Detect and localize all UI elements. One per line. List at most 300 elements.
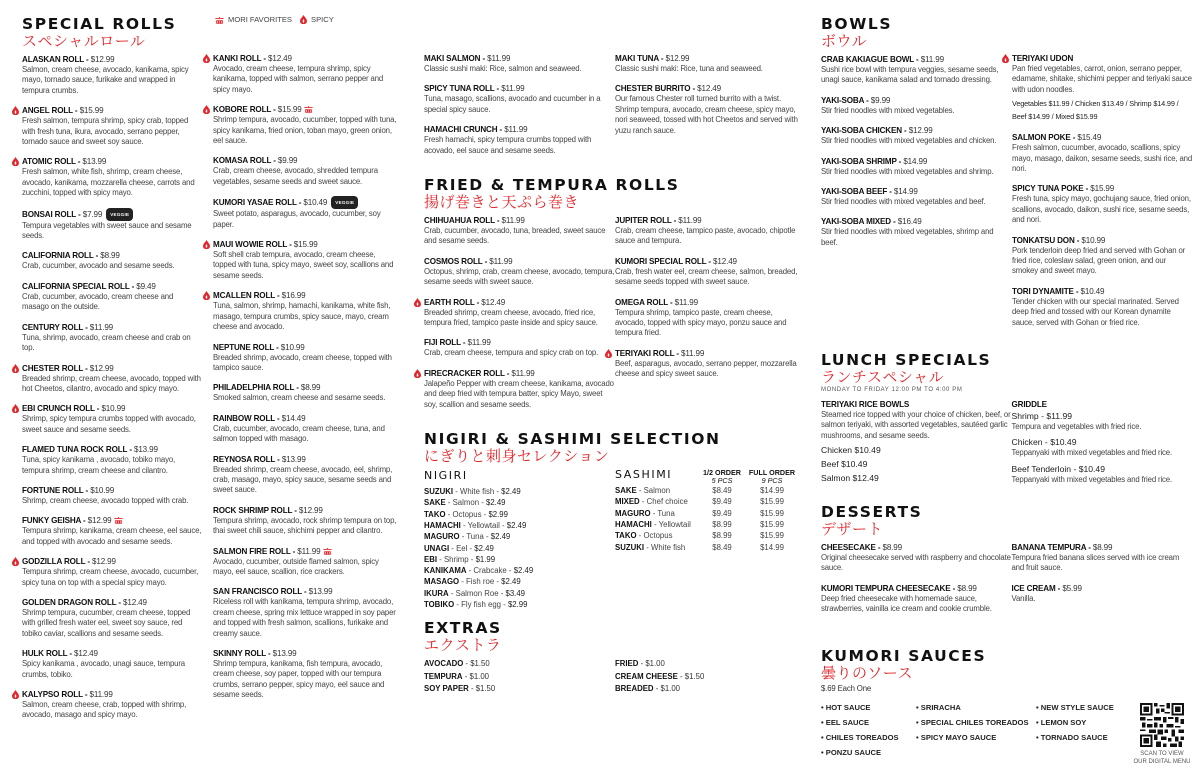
menu-item-ice-cream (1011, 583, 1191, 604)
item-name: CENTURY ROLL - $11.99 (22, 322, 114, 332)
spicy-icon (203, 291, 210, 300)
menu-item-golden-dragon-roll (22, 597, 202, 639)
item-desc: Our famous Chester roll turned burrito with a twist. Shrimp tempura, avocado, cream cheese, spicy mayo, nori seaweed, tossed with hot Cheetos and served with yuzu ranch sauce. (615, 94, 798, 135)
sauce-item: • EEL SAUCE (821, 718, 870, 728)
section-title-jp: にぎりと刺身セレクション (424, 448, 610, 466)
section-title-jp: 曇りのソース (821, 665, 913, 682)
item-price: $11.99 (678, 216, 702, 226)
item-desc: Classic sushi maki: Rice, salmon and seaweed. (424, 64, 582, 73)
nigiri-item-unagi: UNAGI - Eel - $2.49 (424, 543, 494, 553)
item-name: KUMORI TEMPURA CHEESECAKE - $8.99 (821, 583, 977, 593)
qr-caption: SCAN TO VIEW OUR DIGITAL MENU (1133, 751, 1191, 765)
veggie-badge: VEGGIE (331, 196, 358, 209)
section-title-jp: デザート (821, 521, 884, 538)
menu-item-kumori-yasae-roll (213, 196, 398, 230)
item-desc: Original cheesecake served with raspberry and chocolate sauce. (821, 553, 1011, 573)
item-name: SAN FRANCISCO ROLL - $13.99 (213, 587, 333, 597)
item-desc: Shrimp tempura, kanikama, fish tempura, avocado, cream cheese, soy paper, topped with our tempura crumbs, serrano pepper, spicy mayo, eel sauce and sesame seeds. (213, 659, 385, 700)
menu-item-hulk-roll (22, 648, 202, 680)
sauce-item: • HOT SAUCE (821, 703, 871, 713)
menu-item-yaki-soba (821, 95, 1001, 116)
item-price: $8.99 (882, 543, 902, 552)
spicy-icon (12, 557, 19, 566)
spicy-icon (12, 106, 19, 115)
menu-item-banana-tempura (1011, 542, 1191, 574)
menu-item-skinny-roll (213, 648, 398, 701)
item-price: $9.99 (870, 95, 891, 105)
item-desc: Breaded shrimp, cream cheese, avocado, fried rice, tempura fried, tampico paste inside and spicy sauce. (424, 307, 598, 328)
item-name: CALIFORNIA ROLL - $8.99 (22, 251, 120, 261)
item-name: FUNKY GEISHA - $12.99 (22, 515, 202, 526)
item-desc: Breaded shrimp, avocado, cream cheese, topped with tampico sauce. (213, 352, 392, 372)
item-desc: Crab, cucumber, avocado and sesame seeds. (22, 261, 175, 271)
menu-item-neptune-roll (213, 342, 398, 374)
item-price: $12.99 (298, 505, 323, 515)
sauces-section (821, 648, 1131, 760)
spicy-icon (300, 15, 307, 24)
item-desc: Sushi rice bowl with tempura veggies, sesame seeds, unagi sauce, kanikama salad and tornado dressing. (821, 65, 999, 85)
item-desc: Crab, fresh water eel, cream cheese, salmon, breaded, sesame seeds topped with sweet sauce. (615, 266, 798, 287)
spicy-icon (203, 240, 210, 249)
spicy-icon (414, 298, 421, 307)
section-title-lunch: LUNCH SPECIALS (821, 351, 992, 369)
item-price: $11.99 (680, 348, 705, 358)
menu-item-bonsai-roll (22, 208, 202, 242)
spicy-icon (12, 364, 19, 373)
nigiri-item-kanikama: KANIKAMA - Crabcake - $2.49 (424, 566, 534, 576)
item-price: $12.99 (90, 55, 115, 64)
sashimi-row: MIXED - Chef choice $9.49 $15.99 (615, 497, 784, 507)
item-desc: Shrimp, spicy tempura crumbs topped with avocado, sweet sauce and sesame seeds. (22, 414, 196, 434)
item-price: $11.99 (920, 55, 944, 64)
sauce-price-note: $.69 Each One (821, 684, 872, 693)
item-name: TERIYAKI ROLL - $11.99 (615, 348, 705, 358)
item-name: KOMASA ROLL - $9.99 (213, 156, 298, 166)
item-desc: Beef, asparagus, avocado, serrano pepper, mozzarella cheese and spicy sweet sauce. (615, 358, 797, 379)
nigiri-item-maguro: MAGURO - Tuna - $2.49 (424, 532, 511, 542)
menu-item-godzilla-roll (22, 556, 202, 588)
item-name: GOLDEN DRAGON ROLL - $12.49 (22, 597, 147, 607)
item-name: SPICY TUNA ROLL - $11.99 (424, 84, 525, 94)
menu-item-yaki-soba-mixed (821, 216, 1001, 248)
item-desc: Octopus, shrimp, crab, cream cheese, avocado, tempura, sesame seeds with sweet sauce. (424, 266, 615, 287)
item-name: YAKI-SOBA CHICKEN - $12.99 (821, 126, 933, 136)
item-desc: Tempura vegetables with sweet sauce and sesame seeds. (22, 220, 192, 241)
item-desc: Vanilla. (1011, 593, 1036, 603)
item-price: $12.49 (123, 597, 147, 607)
item-price: $7.99 (82, 209, 103, 219)
item-desc: Soft shell crab tempura, avocado, cream cheese, topped with tuna, spicy mayo, sweet soy, scallions and sesame seeds. (213, 250, 394, 280)
legend (213, 15, 334, 24)
item-price: $12.49 (697, 84, 722, 94)
item-price: $8.99 (957, 583, 977, 593)
menu-item-teriyaki-udon (1012, 53, 1192, 123)
item-desc: Stir fried noodles with mixed vegetables, shrimp and beef. (821, 227, 994, 247)
nigiri-title: NIGIRI (424, 469, 468, 483)
lunch-bowl-option: Beef $10.49 (821, 459, 868, 470)
item-name: ROCK SHRIMP ROLL - $12.99 (213, 505, 323, 515)
menu-item-kobore-roll (213, 104, 398, 146)
item-price: $12.99 (665, 54, 690, 63)
item-name: FIJI ROLL - $11.99 (424, 338, 491, 348)
item-price: $9.49 (136, 281, 156, 291)
item-price: $16.49 (897, 217, 922, 227)
item-desc: Tuna, spicy kanikama , avocado, tobiko mayo, tempura shrimp, cream cheese and cilantro. (22, 455, 176, 475)
item-desc: Shrimp tempura, avocado, cucumber, topped with tuna, spicy kanikama, fried onion, toban mayo, green onion, eel sauce. (213, 115, 397, 146)
item-name: CHESTER ROLL - $12.99 (22, 363, 114, 373)
lunch-bowl-option: Chicken $10.49 (821, 445, 881, 456)
item-price: $10.99 (101, 404, 126, 414)
sashimi-table (615, 469, 800, 610)
menu-item-maui-wowie-roll (213, 239, 398, 281)
item-desc: Stir fried noodles with mixed vegetables and chicken. (821, 136, 997, 146)
item-price: $15.99 (293, 240, 318, 250)
item-price: $10.99 (90, 485, 115, 495)
item-name: JUPITER ROLL - $11.99 (615, 216, 702, 226)
nigiri-item-ebi: EBI - Shrimp - $1.99 (424, 554, 496, 564)
menu-item-spicy-tuna-poke (1012, 183, 1192, 225)
item-name: TONKATSU DON - $10.99 (1012, 235, 1106, 245)
item-name: MAKI SALMON - $11.99 (424, 54, 511, 63)
nigiri-item-tobiko: TOBIKO - Fly fish egg - $2.99 (424, 600, 528, 610)
item-name: REYNOSA ROLL - $13.99 (213, 454, 306, 464)
sauce-item: • NEW STYLE SAUCE (1036, 703, 1114, 713)
item-name: PHILADELPHIA ROLL - $8.99 (213, 383, 321, 393)
spicy-icon (12, 690, 19, 699)
item-price: $12.49 (74, 649, 98, 659)
item-price: $13.99 (82, 157, 107, 167)
item-name: CHIHUAHUA ROLL - $11.99 (424, 216, 525, 226)
half-order-header: 1/2 ORDER 5 PCS (703, 468, 741, 486)
sauce-item: • SPECIAL CHILES TOREADOS (916, 718, 1029, 728)
item-name: OMEGA ROLL - $11.99 (615, 297, 698, 307)
item-name: FLAMED TUNA ROCK ROLL - $13.99 (22, 445, 158, 455)
item-name: CRAB KAKIAGUE BOWL - $11.99 (821, 55, 944, 64)
item-price: $12.99 (87, 516, 112, 526)
menu-item-rock-shrimp-roll (213, 505, 398, 537)
nigiri-item-masago: MASAGO - Fish roe - $2.49 (424, 577, 521, 587)
item-name: ALASKAN ROLL - $12.99 (22, 55, 115, 64)
menu-item-jupiter-roll (615, 215, 800, 247)
sauce-item: • TORNADO SAUCE (1036, 733, 1108, 743)
mori-favorite-icon (304, 105, 313, 113)
item-desc: Shrimp, cream cheese, avocado topped with crab. (22, 495, 189, 505)
section-title-jp: 揚げ巻きと天ぷら巻き (424, 194, 580, 212)
item-name: SALMON FIRE ROLL - $11.99 (213, 546, 398, 557)
spicy-icon (1002, 54, 1009, 63)
item-desc: Crab, cucumber, avocado, cream cheese, tuna, and salmon topped with masago. (213, 423, 385, 444)
item-name: FORTUNE ROLL - $10.99 (22, 485, 115, 495)
item-desc: Avocado, cream cheese, tempura shrimp, spicy kanikama, topped with salmon, serrano pepper and spicy mayo. (213, 64, 384, 94)
item-desc: Tuna, shrimp, avocado, cream cheese and crab on top. (22, 332, 191, 353)
menu-item-yaki-soba-shrimp (821, 156, 1001, 177)
extra-item-avocado: AVOCADO - $1.50 (424, 659, 490, 669)
section-title-extras: EXTRAS (424, 619, 502, 638)
nigiri-list (424, 469, 615, 610)
bowls-left (821, 16, 1001, 257)
qr-code-icon[interactable] (1140, 703, 1184, 747)
section-title-desserts: DESSERTS (821, 503, 923, 521)
menu-item-flamed-tuna-rock-roll (22, 444, 202, 476)
item-desc: Deep fried cheesecake with homemade sauce, strawberries, vainilla ice cream and cookie crumble. (821, 593, 992, 614)
item-price: $5.99 (1062, 583, 1082, 593)
section-title-jp: エクストラ (424, 637, 502, 655)
griddle-item-chicken: Chicken - $10.49 Teppanyaki with mixed vegetables and fried rice. (1011, 437, 1173, 458)
item-desc: Fresh salmon, tempura shrimp, spicy crab, topped with fresh tuna, ikura, avocado, serrano pepper, tornado sauce and sweet soy sauce. (22, 116, 189, 147)
item-desc: Salmon, cream cheese, crab, topped with shrimp, avocado, masago and spicy mayo. (22, 700, 187, 720)
lunch-section (821, 352, 1191, 489)
item-name: CHESTER BURRITO - $12.49 (615, 84, 722, 94)
item-price: $11.99 (297, 546, 321, 556)
section-title-sauces: KUMORI SAUCES (821, 647, 987, 665)
item-name: HAMACHI CRUNCH - $11.99 (424, 125, 528, 135)
full-order-header: FULL ORDER 9 PCS (748, 468, 796, 486)
item-price: $11.99 (501, 216, 525, 226)
item-name: YAKI-SOBA - $9.99 (821, 95, 891, 105)
menu-item-maki-tuna (615, 53, 800, 74)
item-price: $12.99 (92, 557, 116, 567)
section-title-jp: スペシャルロール (22, 33, 146, 50)
sauce-item: • SRIRACHA (916, 703, 961, 713)
special-rolls-col2 (213, 53, 398, 710)
item-name: COSMOS ROLL - $11.99 (424, 256, 513, 266)
item-price: $13.99 (281, 454, 306, 464)
item-desc: Tempura shrimp, cream cheese, avocado, cucumber, spicy tuna on top with a special spicy mayo. (22, 567, 199, 587)
item-price: $14.99 (893, 187, 918, 197)
extra-item-breaded: BREADED - $1.00 (615, 683, 681, 693)
menu-item-tori-dynamite (1012, 286, 1192, 328)
item-name: HULK ROLL - $12.49 (22, 649, 98, 659)
teriyaki-rice-bowls: TERIYAKI RICE BOWLS Steamed rice topped with your choice of chicken, beef, or salmon teriyaki, with assorted vegetables, sautéed garlic mushrooms, and sesame seeds. Chicken $10.49 Beef $10.49 Salmon $12.49 (821, 400, 1011, 484)
item-desc: Crab, cucumber, avocado, cream cheese and masago on the outside. (22, 291, 174, 312)
item-name: YAKI-SOBA MIXED - $16.49 (821, 217, 922, 227)
menu-item-fortune-roll (22, 485, 202, 506)
item-price: $15.49 (1077, 133, 1102, 143)
griddle-item-shrimp: Shrimp - $11.99 Tempura and vegetables with fried rice. (1011, 411, 1142, 431)
menu-item-omega-roll (615, 297, 800, 339)
menu-item-fiji-roll (424, 337, 615, 358)
item-price: $8.99 (1092, 543, 1113, 552)
spicy-icon (203, 105, 210, 114)
special-rolls-list (22, 54, 202, 721)
menu-item-earth-roll (424, 297, 615, 329)
item-desc: Tempura shrimp, avocado, rock shrimp tempura on top, thai sweet chili sauce, shichimi pepper and cilantro. (213, 515, 397, 536)
item-desc: Tender chicken with our special marinated. Served deep fried and tossed with our Korean dynamite sauce, served with Gohan or fried rice. (1012, 296, 1179, 327)
menu-item-yaki-soba-chicken (821, 125, 1001, 146)
item-name: MAKI TUNA - $12.99 (615, 54, 690, 63)
item-price: $11.99 (511, 368, 535, 378)
item-name: SKINNY ROLL - $13.99 (213, 649, 297, 658)
item-desc: Smoked salmon, cream cheese and sesame seeds. (213, 393, 386, 403)
item-name: MCALLEN ROLL - $16.99 (213, 291, 306, 301)
menu-item-yaki-soba-beef (821, 186, 1001, 207)
item-price: $8.99 (100, 251, 120, 261)
menu-item-kumori-tempura-cheesecake (821, 583, 1011, 615)
item-desc: Crab, cream cheese, avocado, shredded tempura vegetables, sesame seeds and sweet sauce. (213, 166, 378, 186)
item-desc: Salmon, cream cheese, avocado, kanikama, spicy mayo, tornado sauce, furikake and wrapped in tempura crumbs. (22, 65, 189, 95)
spicy-icon (605, 349, 612, 358)
item-desc: Pork tenderloin deep fried and served with Gohan or fried rice, coleslaw salad, green onion, and our smokey and sweet mayo. (1012, 245, 1186, 276)
item-desc: Sweet potato, asparagus, avocado, cucumber, soy paper. (213, 209, 381, 229)
item-name: RAINBOW ROLL - $14.49 (213, 413, 306, 423)
nigiri-item-hamachi: HAMACHI - Yellowtail - $2.49 (424, 520, 527, 530)
section-title-fried: FRIED & TEMPURA ROLLS (424, 176, 680, 195)
special-rolls-list (213, 53, 398, 701)
item-name: SALMON POKE - $15.49 (1012, 133, 1102, 143)
menu-item-salmon-fire-roll (213, 546, 398, 578)
section-title-bowls: BOWLS (821, 15, 893, 33)
menu-item-kanki-roll (213, 53, 398, 95)
sashimi-row: HAMACHI - Yellowtail $8.99 $15.99 (615, 519, 784, 529)
item-price: $11.99 (489, 256, 513, 266)
item-price: $12.99 (89, 363, 114, 373)
item-desc: Stir fried noodles with mixed vegetables and beef. (821, 197, 986, 207)
item-desc: Pan fried vegetables, carrot, onion, serrano pepper, edamame, shitake, shichimi pepper and teriyaki sauce with udon noodles. (1012, 64, 1192, 94)
middle-column (424, 53, 804, 695)
item-name: TORI DYNAMITE - $10.49 (1012, 286, 1105, 296)
item-desc: Classic sushi maki: Rice, tuna and seaweed. (615, 64, 763, 73)
extra-item-fried: FRIED - $1.00 (615, 659, 665, 669)
menu-item-cheesecake (821, 542, 1011, 574)
sashimi-row: MAGURO - Tuna $9.49 $15.99 (615, 508, 784, 518)
item-price: $11.99 (504, 125, 528, 135)
menu-item-teriyaki-roll (615, 348, 800, 380)
item-desc: Breaded shrimp, cream cheese, avocado, eel, shrimp, crab, masago, mayo, spicy sauce, sesame seeds and sweet sauce. (213, 464, 393, 495)
item-name: SPICY TUNA POKE - $15.99 (1012, 184, 1115, 194)
mori-favorite-icon (215, 16, 224, 24)
item-price: $16.99 (281, 291, 306, 301)
section-title-jp: ランチスペシャル (821, 369, 945, 386)
menu-item-philadelphia-roll (213, 382, 398, 403)
item-price: $11.99 (674, 297, 698, 307)
nigiri-item-tako: TAKO - Octopus - $2.99 (424, 509, 508, 519)
sashimi-row: TAKO - Octopus $8.99 $15.99 (615, 531, 784, 541)
sauce-item: • CHILES TOREADOS (821, 733, 899, 743)
item-name: YAKI-SOBA SHRIMP - $14.99 (821, 156, 928, 166)
mori-favorite-icon (323, 547, 332, 555)
menu-item-crab-kakiague-bowl (821, 54, 1001, 86)
sashimi-row: SUZUKI - White fish $8.49 $14.99 (615, 542, 784, 552)
item-desc: Tempura shrimp, kanikama, cream cheese, eel sauce, and topped with avocado and sesame seeds. (22, 526, 202, 546)
item-name: GODZILLA ROLL - $12.99 (22, 557, 116, 567)
menu-item-hamachi-crunch (424, 124, 615, 156)
extras-section (424, 620, 804, 695)
section-title-nigiri-sashimi: NIGIRI & SASHIMI SELECTION (424, 430, 721, 449)
item-price: $10.99 (280, 342, 305, 352)
nigiri-sashimi-section (424, 431, 804, 610)
item-price: $15.99 (277, 105, 302, 115)
nigiri-item-sake: SAKE - Salmon - $2.49 (424, 498, 506, 508)
menu-item-kumori-special-roll (615, 256, 800, 288)
menu-item-angel-roll (22, 105, 202, 147)
item-price: $12.49 (481, 297, 506, 307)
desserts-section (821, 504, 1191, 624)
menu-item-chester-burrito (615, 83, 800, 136)
menu-item-chester-roll (22, 363, 202, 395)
nigiri-item-ikura: IKURA - Salmon Roe - $3.49 (424, 588, 525, 598)
lunch-bowl-option: Salmon $12.49 (821, 473, 879, 484)
item-name: ICE CREAM - $5.99 (1011, 583, 1082, 593)
item-desc: Spicy kanikama , avocado, unagi sauce, tempura crumbs, tobiko. (22, 659, 185, 679)
menu-item-cosmos-roll (424, 256, 615, 288)
item-desc: Tuna, masago, scallions, avocado and cucumber in a special spicy sauce. (424, 94, 601, 114)
item-desc: Crab, cream cheese, tempura and spicy crab on top. (424, 348, 599, 358)
extra-item-tempura: TEMPURA - $1.00 (424, 671, 490, 681)
item-price: $12.49 (713, 256, 737, 266)
bowls-right (1012, 53, 1192, 337)
item-desc: Crab, cucumber, avocado, tuna, breaded, sweet sauce and sesame seeds. (424, 226, 606, 246)
item-desc: Fresh tuna, spicy mayo, gochujang sauce, fried onion, scallions, avocado, daikon, sushi rice, sesame seeds, and nori. (1012, 194, 1191, 225)
item-price: $15.99 (1090, 184, 1115, 194)
item-name: EARTH ROLL - $12.49 (424, 297, 506, 307)
item-name: ANGEL ROLL - $15.99 (22, 106, 104, 116)
item-price: $12.49 (268, 54, 292, 63)
item-name: CHEESECAKE - $8.99 (821, 543, 902, 552)
menu-item-maki-salmon (424, 53, 615, 74)
veggie-badge: VEGGIE (106, 208, 133, 221)
spicy-icon (203, 54, 210, 63)
mori-favorite-icon (114, 516, 123, 524)
nigiri-item-suzuki: SUZUKI - White fish - $2.49 (424, 487, 521, 497)
item-price: $13.99 (308, 587, 333, 597)
menu-item-chihuahua-roll (424, 215, 615, 247)
menu-item-atomic-roll (22, 156, 202, 198)
menu-item-reynosa-roll (213, 454, 398, 496)
section-title-special-rolls: SPECIAL ROLLS (22, 15, 177, 33)
griddle: GRIDDLE Shrimp - $11.99 Tempura and vegetables with fried rice. Chicken - $10.49 Teppanyaki with mixed vegetables and fried rice. Beef Tenderloin - $10.49 Teppanyaki with mixed vegetables and fried rice. (1011, 399, 1191, 489)
section-title-jp: ボウル (821, 33, 868, 50)
menu-item-ebi-crunch-roll (22, 403, 202, 435)
spicy-legend-label: SPICY (311, 15, 334, 24)
item-desc: Fresh salmon, cucumber, avocado, scallions, spicy mayo, masago, daikon, sesame seeds, sushi rice, and nori. (1012, 143, 1193, 174)
sashimi-row: SAKE - Salmon $8.49 $14.99 (615, 486, 784, 496)
menu-item-salmon-poke (1012, 132, 1192, 174)
item-price: $11.99 (89, 322, 114, 332)
maki-rolls (424, 53, 804, 165)
extra-item-cream-cheese: CREAM CHEESE - $1.50 (615, 671, 705, 681)
item-price: $10.49 (1080, 286, 1105, 296)
item-desc: Avocado, cucumber, outside flamed salmon, spicy mayo, eel sauce, scallion, rice crackers. (213, 556, 379, 576)
item-desc: Stir fried noodles with mixed vegetables. (821, 105, 955, 115)
item-desc: Tempura shrimp, tampico paste, cream cheese, avocado, topped with spicy mayo, ponzu sauce and tempura fried. (615, 307, 787, 338)
item-desc: Tempura fried banana slices served with ice cream and fruit sauce. (1011, 553, 1180, 573)
item-price: $13.99 (133, 445, 158, 455)
menu-item-tonkatsu-don (1012, 235, 1192, 277)
item-name: FIRECRACKER ROLL - $11.99 (424, 368, 535, 378)
menu-item-rainbow-roll (213, 413, 398, 445)
griddle-item-beef-tenderloin: Beef Tenderloin - $10.49 Teppanyaki with mixed vegetables and fried rice. (1011, 463, 1173, 484)
menu-item-san-francisco-roll (213, 586, 398, 639)
menu-item-california-roll (22, 250, 202, 271)
item-name: BANANA TEMPURA - $8.99 (1011, 543, 1113, 552)
item-name: TERIYAKI UDON (1012, 54, 1074, 63)
item-name: KALYPSO ROLL - $11.99 (22, 690, 113, 699)
sashimi-title: SASHIMI (615, 468, 673, 482)
menu-item-kalypso-roll (22, 689, 202, 721)
item-name: BONSAI ROLL - $7.99 VEGGIE (22, 208, 202, 221)
item-desc: Stir fried noodles with mixed vegetables and shrimp. (821, 166, 994, 176)
item-price: $11.99 (89, 690, 113, 699)
menu-item-spicy-tuna-roll (424, 83, 615, 115)
item-price: $12.99 (908, 126, 933, 136)
spicy-icon (12, 157, 19, 166)
menu-item-alaskan-roll (22, 54, 202, 96)
item-price: $13.99 (272, 649, 297, 658)
item-price: $8.99 (300, 383, 321, 393)
udon-options: Vegetables $11.99 / Chicken $13.49 / Shrimp $14.99 / Beef $14.99 / Mixed $15.99 (1012, 99, 1179, 121)
item-desc: Tuna, salmon, shrimp, hamachi, kanikama, white fish, masago, tempura crumbs, spicy sauce, mayo, cream cheese and avocado. (213, 301, 391, 332)
item-name: KOBORE ROLL - $15.99 (213, 104, 398, 115)
